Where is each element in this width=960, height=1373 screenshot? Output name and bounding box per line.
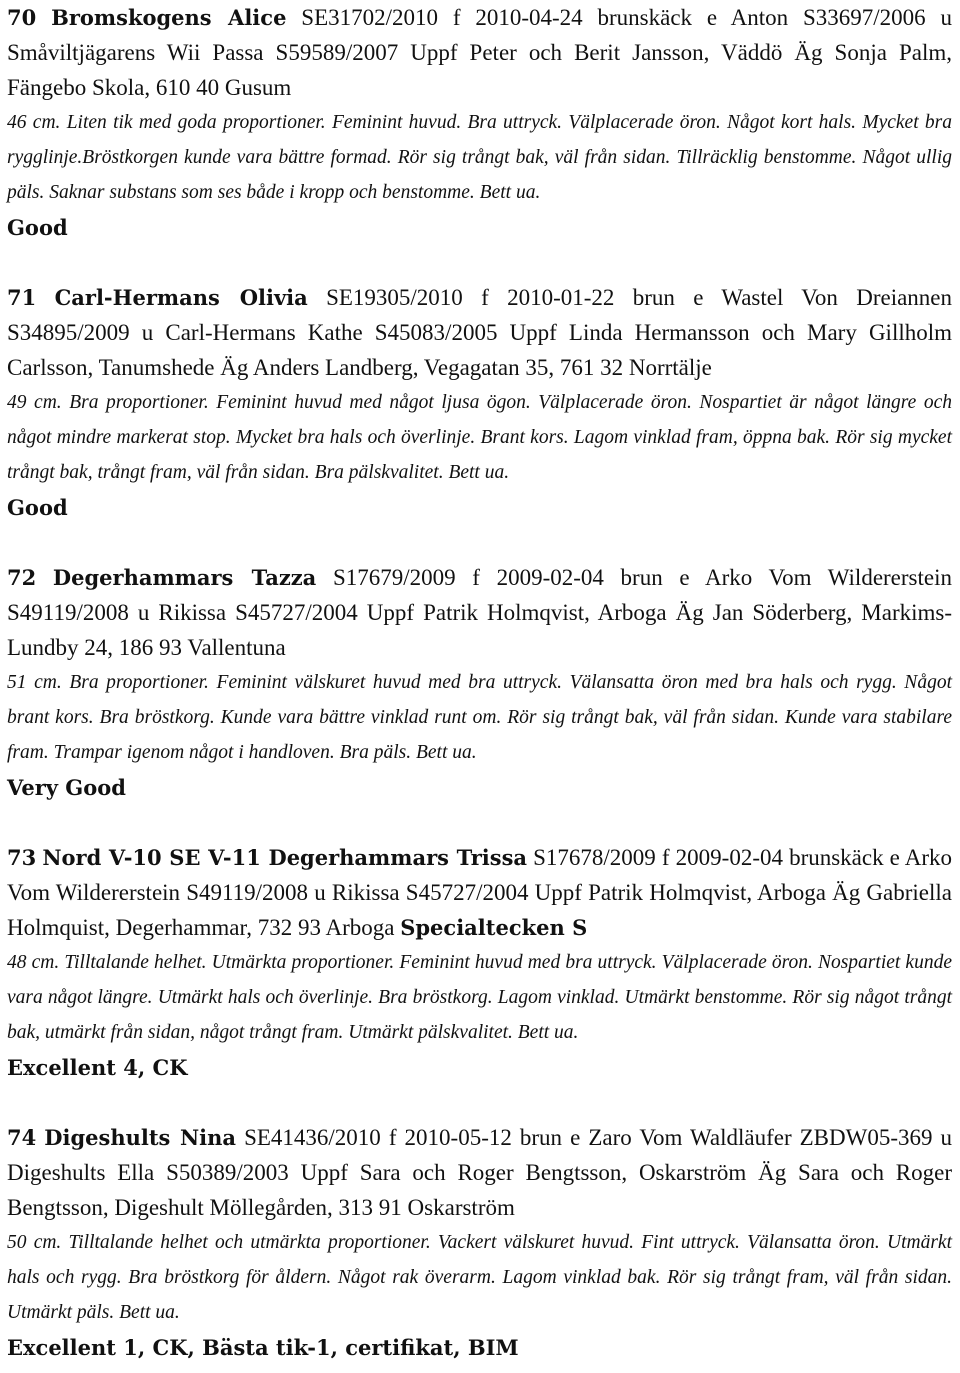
special-mark: Specialtecken S: [400, 915, 588, 940]
entry-number: 70: [7, 5, 37, 30]
entry-number: 73: [7, 845, 37, 870]
grade: Excellent 4, CK: [7, 1055, 188, 1080]
grade: Very Good: [7, 775, 126, 800]
dog-details: SE31702/2010 f 2010-04-24 brunskäck e Anton S33697/2006 u Småviltjägarens Wii Passa S59589/2007 Uppf Peter och Berit Jansson, Väddö Äg Sonja Palm, Fängebo Skola, 610 40 Gusum: [7, 5, 953, 100]
grade: Good: [7, 495, 68, 520]
grade: Good: [7, 215, 68, 240]
dog-entry-72: [7, 560, 952, 805]
dog-name: Degerhammars Tazza: [52, 565, 317, 590]
dog-details: SE41436/2010 f 2010-05-12 brun e Zaro Vom Waldläufer ZBDW05-369 u Digeshults Ella S50389/2003 Uppf Sara och Roger Bengtsson, Oskarström Äg Sara och Roger Bengtsson, Digeshult Möllegården, 313 91 Oskarström: [7, 1125, 953, 1220]
judge-critique: 48 cm. Tilltalande helhet. Utmärkta proportioner. Feminint huvud med bra uttryck. Välplacerade öron. Nospartiet kunde vara något längre. Utmärkt hals och överlinje. Bra bröstkorg. Lagom vinklad. Utmärkt benstomme. Rör sig något trångt bak, utmärkt från sidan, något trångt fram. Utmärkt pälskvalitet. Bett ua.: [7, 952, 952, 1043]
dog-entry-71: [7, 280, 952, 525]
entry-header: [7, 840, 952, 945]
dog-entry-74: [7, 1120, 952, 1365]
entry-number: 71: [7, 285, 37, 310]
dog-details: SE19305/2010 f 2010-01-22 brun e Wastel Von Dreiannen S34895/2009 u Carl-Hermans Kathe S45083/2005 Uppf Linda Hermansson och Mary Gillholm Carlsson, Tanumshede Äg Anders Landberg, Vegagatan 35, 761 32 Norrtälje: [7, 285, 953, 380]
entry-header: [7, 280, 952, 385]
judge-critique: 49 cm. Bra proportioner. Feminint huvud med något ljusa ögon. Välplacerade öron. Nospartiet är något längre och något mindre markerat stop. Mycket bra hals och överlinje. Brant kors. Lagom vinklad fram, öppna bak. Rör sig mycket trångt bak, trångt fram, väl från sidan. Bra pälskvalitet. Bett ua.: [7, 392, 952, 483]
dog-details: S17678/2009 f 2009-02-04 brunskäck e Arko Vom Wildererstein S49119/2008 u Rikissa S45727/2004 Uppf Patrik Holmqvist, Arboga Äg Gabriella Holmquist, Degerhammar, 732 93 Arboga: [7, 845, 952, 940]
judge-critique: 46 cm. Liten tik med goda proportioner. Feminint huvud. Bra uttryck. Välplacerade öron. Något kort hals. Mycket bra rygglinje.Bröstkorgen kunde vara bättre formad. Rör sig trångt bak, väl från sidan. Tillräcklig benstomme. Något ullig päls. Saknar substans som ses både i kropp och benstomme. Bett ua.: [7, 112, 952, 203]
entry-header: [7, 1120, 952, 1225]
dog-details: S17679/2009 f 2009-02-04 brun e Arko Vom Wildererstein S49119/2008 u Rikissa S45727/2004 Uppf Patrik Holmqvist, Arboga Äg Jan Söderberg, Markims-Lundby 24, 186 93 Vallentuna: [7, 565, 952, 660]
dog-name: Bromskogens Alice: [51, 5, 287, 30]
entry-header: [7, 0, 952, 105]
spacer: [7, 525, 952, 560]
entry-number: 74: [7, 1125, 37, 1150]
judge-critique: 50 cm. Tilltalande helhet och utmärkta proportioner. Vackert välskuret huvud. Fint uttryck. Välansatta öron. Utmärkt hals och rygg. Bra bröstkorg för åldern. Något rak överarm. Lagom vinklad bak. Rör sig trångt fram, väl från sidan. Utmärkt päls. Bett ua.: [7, 1232, 952, 1323]
judge-critique: 51 cm. Bra proportioner. Feminint välskuret huvud med bra uttryck. Välansatta öron med bra hals och rygg. Något brant kors. Bra bröstkorg. Kunde vara bättre vinklad runt om. Rör sig trångt bak, väl från sidan. Kunde vara stabilare fram. Trampar igenom något i handloven. Bra päls. Bett ua.: [7, 672, 952, 763]
dog-name: Carl-Hermans Olivia: [54, 285, 308, 310]
grade: Excellent 1, CK, Bästa tik-1, certifikat, BIM: [7, 1335, 519, 1360]
spacer: [7, 805, 952, 840]
dog-name: Nord V-10 SE V-11 Degerhammars Trissa: [42, 845, 528, 870]
spacer: [7, 245, 952, 280]
dog-name: Digeshults Nina: [44, 1125, 237, 1150]
dog-entry-73: [7, 840, 952, 1085]
dog-entry-70: [7, 0, 952, 245]
spacer: [7, 1085, 952, 1120]
entry-header: [7, 560, 952, 665]
entry-number: 72: [7, 565, 37, 590]
